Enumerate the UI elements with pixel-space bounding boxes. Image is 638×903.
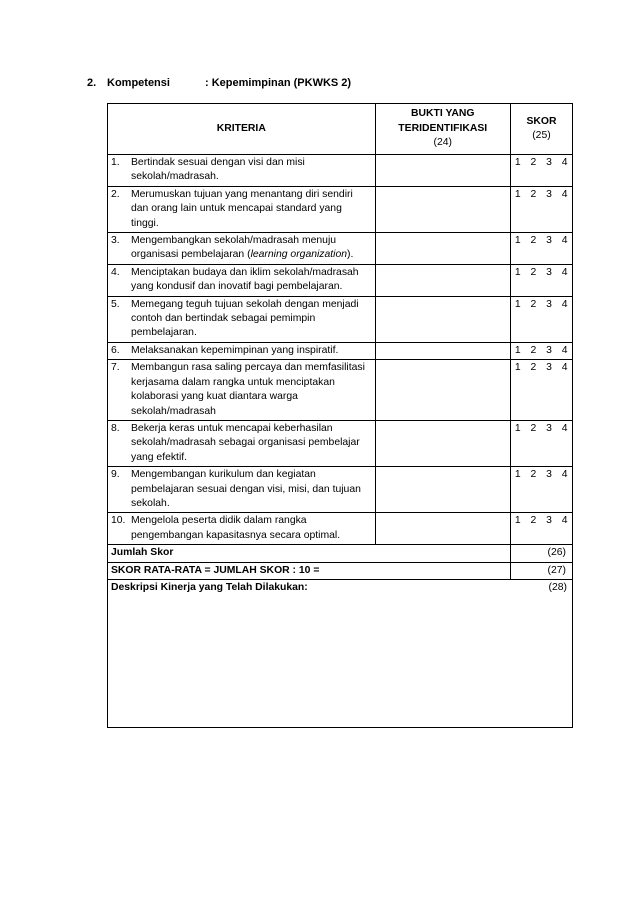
criteria-row	[108, 420, 573, 466]
section-label: Kompetensi	[107, 77, 170, 89]
criteria-text	[131, 468, 372, 511]
bukti-cell[interactable]	[375, 155, 510, 187]
criteria-number: 3.	[111, 235, 120, 247]
criteria-number: 9.	[111, 469, 120, 481]
bukti-cell[interactable]	[375, 513, 510, 545]
criteria-row	[108, 513, 573, 545]
criteria-text-main: Mengelola peserta didik dalam rangka pengembangan kapasitasnya secara optimal.	[131, 515, 341, 541]
jumlah-skor-code: (26)	[510, 545, 572, 562]
header-skor-label: SKOR	[526, 115, 557, 127]
criteria-number: 10.	[111, 515, 126, 527]
header-bukti	[375, 104, 510, 155]
criteria-text	[131, 344, 372, 358]
criteria-text	[131, 234, 372, 263]
bukti-cell[interactable]	[375, 342, 510, 359]
header-kriteria: KRITERIA	[108, 104, 376, 155]
deskripsi-cell[interactable]	[108, 579, 573, 727]
criteria-text-main: Melaksanakan kepemimpinan yang inspiratif.	[131, 344, 339, 356]
assessment-table	[107, 103, 573, 728]
criteria-row	[108, 233, 573, 265]
criteria-cell	[108, 513, 376, 545]
criteria-text-main: Memegang teguh tujuan sekolah dengan menjadi contoh dan bertindak sebagai pemimpin pembelajaran.	[131, 298, 359, 339]
criteria-text-italic: learning organization	[250, 249, 348, 261]
criteria-number: 7.	[111, 362, 120, 374]
criteria-row	[108, 155, 573, 187]
criteria-cell	[108, 155, 376, 187]
score-options[interactable]: 1 2 3 4	[510, 513, 572, 545]
criteria-cell	[108, 360, 376, 421]
bukti-cell[interactable]	[375, 420, 510, 466]
score-options[interactable]: 1 2 3 4	[510, 360, 572, 421]
criteria-cell	[108, 264, 376, 296]
skor-rata-rata-label: SKOR RATA-RATA = JUMLAH SKOR : 10 =	[108, 562, 511, 579]
bukti-cell[interactable]	[375, 296, 510, 342]
score-options[interactable]: 1 2 3 4	[510, 296, 572, 342]
criteria-text	[131, 361, 372, 419]
criteria-row	[108, 296, 573, 342]
deskripsi-row	[108, 579, 573, 727]
score-options[interactable]: 1 2 3 4	[510, 342, 572, 359]
deskripsi-label: Deskripsi Kinerja yang Telah Dilakukan:	[111, 581, 308, 593]
criteria-cell	[108, 296, 376, 342]
header-bukti-code: (24)	[433, 137, 452, 149]
criteria-text	[131, 188, 372, 231]
criteria-cell	[108, 186, 376, 232]
skor-rata-rata-code: (27)	[510, 562, 572, 579]
bukti-cell[interactable]	[375, 186, 510, 232]
criteria-text-main: Mengembangan kurikulum dan kegiatan pembelajaran sesuai dengan visi, misi, dan tujuan sekolah.	[131, 469, 361, 509]
criteria-text-main: Bekerja keras untuk mencapai keberhasilan sekolah/madrasah sebagai organisasi pembelajar yang efektif.	[131, 422, 360, 463]
score-options[interactable]: 1 2 3 4	[510, 186, 572, 232]
criteria-number: 1.	[111, 157, 120, 168]
table-header-row	[108, 104, 573, 155]
criteria-cell	[108, 420, 376, 466]
criteria-text-main: Bertindak sesuai dengan visi dan misi sekolah/madrasah.	[131, 157, 305, 183]
jumlah-skor-row	[108, 545, 573, 562]
criteria-number: 2.	[111, 188, 120, 200]
bukti-cell[interactable]	[375, 360, 510, 421]
section-value: : Kepemimpinan (PKWKS 2)	[205, 77, 352, 89]
criteria-cell	[108, 233, 376, 265]
score-options[interactable]: 1 2 3 4	[510, 233, 572, 265]
criteria-text	[131, 298, 372, 341]
bukti-cell[interactable]	[375, 233, 510, 265]
criteria-number: 5.	[111, 298, 120, 310]
criteria-row	[108, 186, 573, 232]
criteria-row	[108, 342, 573, 359]
criteria-number: 6.	[111, 344, 120, 356]
criteria-text-main: Menciptakan budaya dan iklim sekolah/madrasah yang kondusif dan inovatif bagi pembelajaran.	[131, 266, 359, 293]
criteria-number: 4.	[111, 266, 120, 278]
criteria-text-main: Mengembangkan sekolah/madrasah menuju organisasi pembelajaran (	[131, 235, 337, 261]
score-options[interactable]: 1 2 3 4	[510, 420, 572, 466]
score-options[interactable]: 1 2 3 4	[510, 467, 572, 513]
criteria-row	[108, 360, 573, 421]
criteria-row	[108, 467, 573, 513]
criteria-cell	[108, 342, 376, 359]
criteria-cell	[108, 467, 376, 513]
deskripsi-code: (28)	[548, 581, 567, 593]
bukti-cell[interactable]	[375, 264, 510, 296]
skor-rata-rata-row	[108, 562, 573, 579]
criteria-row	[108, 264, 573, 296]
criteria-text-main: Merumuskan tujuan yang menantang diri sendiri dan orang lain untuk mencapai standard yang tinggi.	[131, 188, 353, 229]
competency-heading	[87, 77, 351, 89]
criteria-number: 8.	[111, 422, 120, 434]
criteria-text-main: Membangun rasa saling percaya dan memfasilitasi kerjasama dalam rangka untuk menciptakan kolaborasi yang kuat diantara warga sekolah/madrasah	[131, 362, 365, 417]
criteria-text	[131, 514, 372, 543]
header-skor	[510, 104, 572, 155]
jumlah-skor-label: Jumlah Skor	[108, 545, 511, 562]
bukti-cell[interactable]	[375, 467, 510, 513]
score-options[interactable]: 1 2 3 4	[510, 155, 572, 187]
criteria-text	[131, 266, 372, 295]
section-number: 2.	[87, 77, 97, 89]
criteria-text-tail: ).	[347, 249, 354, 261]
score-options[interactable]: 1 2 3 4	[510, 264, 572, 296]
criteria-text	[131, 156, 372, 185]
header-skor-code: (25)	[532, 130, 551, 141]
header-bukti-label: BUKTI YANG TERIDENTIFIKASI	[398, 108, 488, 134]
criteria-text	[131, 422, 372, 465]
